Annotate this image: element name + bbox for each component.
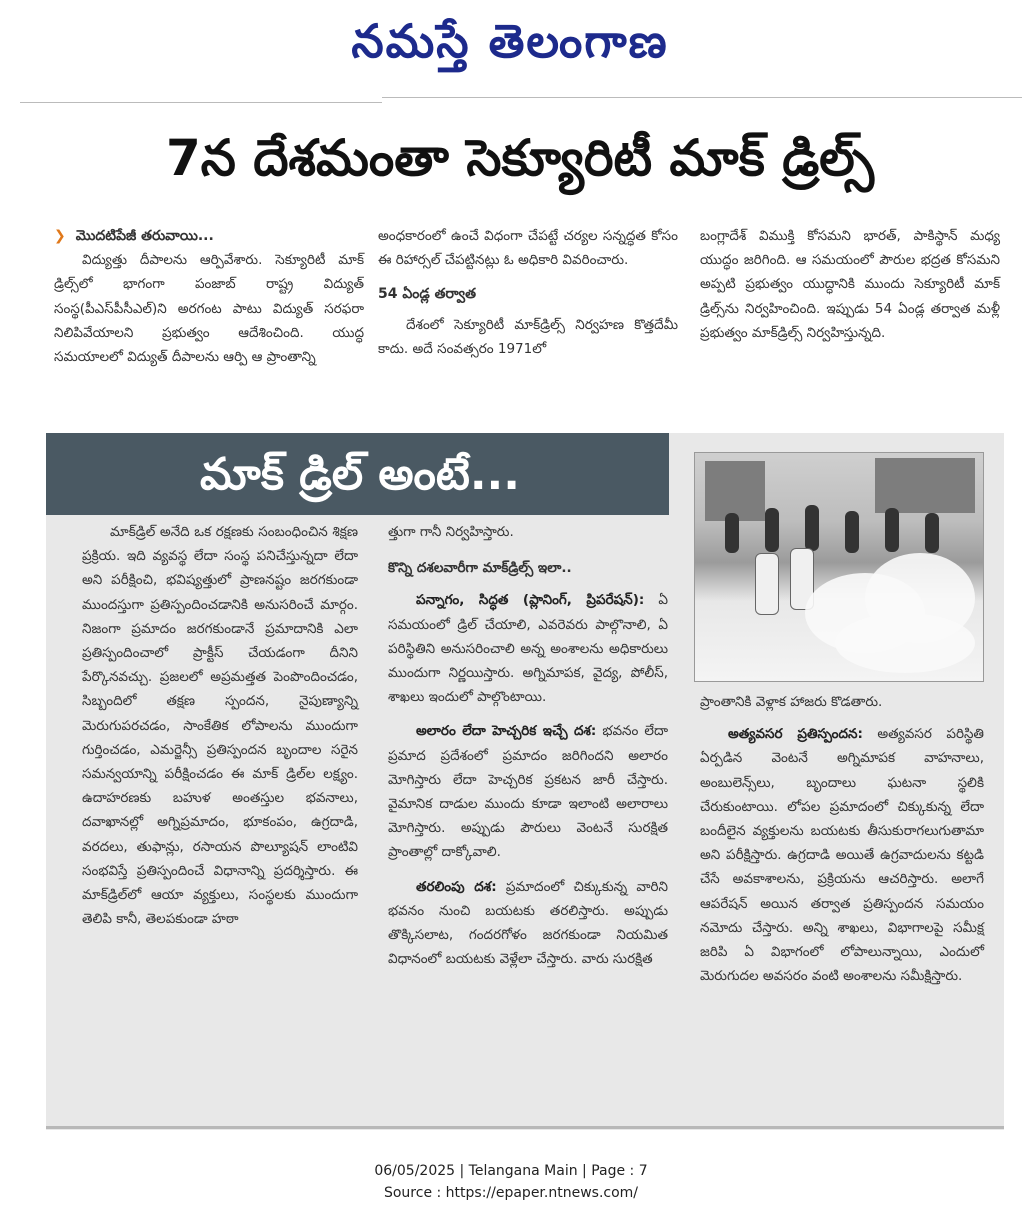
stage-label: తరలింపు దశ: [416,878,497,895]
info-box-column-1 [82,520,358,931]
article-paragraph: విద్యుత్తు దీపాలను ఆర్పివేశారు. సెక్యూరిటీ మాక్ డ్రిల్స్‌లో భాగంగా పంజాబ్ రాష్ట్ర విద్యుత్ సంస్థ(పీఎస్‌పీసీఎల్)ని అరగంట పాటు విద్యుత్ సరఫరా నిలిపివేయాలని ప్రభుత్వం ఆదేశించింది. యుద్ధ సమయాలలో విద్యుత్ దీపాలను ఆర్పి ఆ ప్రాంతాన్ని [54,252,364,366]
headline: 7న దేశమంతా సెక్యూరిటీ మాక్ డ్రిల్స్ [165,129,875,187]
article-column-1 [54,224,364,369]
article-paragraph: అంధకారంలో ఉంచే విధంగా చేపట్టే చర్యల సన్నద్ధత కోసం ఈ రిహార్సల్ చేపట్టినట్లు ఓ అధికారి వివరించారు. [378,228,678,269]
stage-evacuation [388,875,668,972]
stage-alarm [388,719,668,864]
stage-label: అలారం లేదా హెచ్చరిక ఇచ్చే దశ: [416,723,597,740]
info-box-column-2 [388,520,668,971]
masthead [0,0,1022,100]
info-box-title: మాక్ డ్రిల్ అంటే... [200,449,520,500]
info-paragraph: మాక్‌డ్రిల్ అనేది ఒక రక్షణకు సంబంధించిన శిక్షణ ప్రక్రియ. ఇది వ్యవస్థ లేదా సంస్థ పనిచేస్తున్నదా లేదా అని పరీక్షించి, భవిష్యత్తులో ప్రాణనష్టం జరగకుండా ముందస్తుగా ప్రతిస్పందించడానికి అనుసరించే మార్గం. నిజంగా ప్రమాదం జరగకుండానే ప్రమాదానికి ఎలా ప్రతిస్పందించాలో ప్రాక్టీస్ చేయడంగా దీనిని పేర్కొనవచ్చు. ప్రజలలో అప్రమత్తత పెంపొందించడం, సిబ్బందిలో తక్షణ స్పందన, నైపుణ్యాన్ని మెరుగుపరచడం, సాంకేతిక లోపాలను ముందుగా గుర్తించడం, ఎమర్జెన్సీ ప్రతిస్పందన బృందాల సరైన సమన్వయాన్ని పరీక్షించడం ఈ మాక్ డ్రిల్‌ల లక్ష్యం. ఉదాహరణకు బహుళ అంతస్తుల భవనాలు, దవాఖానల్లో అగ్నిప్రమాదం, భూకంపం, ఉగ్రదాడి, వరదలు, తుఫాన్లు, రసాయన పొల్యూషన్ లాంటివి సంభవిస్తే ప్రతిస్పందించే విధానాన్ని ప్రదర్శిస్తారు. ఈ మాక్‌డ్రిల్‌లో ఆయా వ్యక్తులు, సంస్థలకు ముందుగా తెలిపి కానీ, తెలపకుండా హఠా [82,524,358,928]
stage-label: పన్నాగం, సిద్ధత (ప్లానింగ్, ప్రిపరేషన్): [416,592,645,609]
article-column-2 [378,224,678,361]
masthead-rule-right [382,97,1022,98]
article-paragraph: దేశంలో సెక్యూరిటీ మాక్‌డ్రిల్స్ నిర్వహణ కొత్తదేమీ కాదు. అదే సంవత్సరం 1971లో [378,316,678,357]
mock-drill-photo [694,452,984,682]
newspaper-logo: నమస్తే తెలంగాణ [351,14,669,68]
info-box-bottom-rule [46,1126,1004,1129]
info-subhead: కొన్ని దశలవారీగా మాక్‌డ్రిల్స్ ఇలా.. [388,560,572,577]
stage-label: అత్యవసర ప్రతిస్పందన: [728,726,863,743]
stage-emergency-response [700,722,984,988]
info-box-column-3 [700,690,984,988]
stage-text: భవనం లేదా ప్రమాద ప్రదేశంలో ప్రమాదం జరిగిందని అలారం మోగిస్తారు లేదా హెచ్చరిక ప్రకటన జారీ చేస్తారు. వైమానిక దాడుల ముందు కూడా ఇలాంటి అలారాలు మోగిస్తారు. అప్పుడు పౌరులు వెంటనే సురక్షిత ప్రాంతాల్లో దాక్కోవాలి. [388,723,668,861]
kicker-text: మొదటిపేజీ తరువాయి... [75,228,214,244]
article-paragraph: బంగ్లాదేశ్ విముక్తి కోసమని భారత్, పాకిస్థాన్ మధ్య యుద్ధం జరిగింది. ఆ సమయంలో పౌరుల భద్రత కోసమని అప్పటి ప్రభుత్వం యుద్ధానికి ముందు సెక్యూరిటీ మాక్ డ్రిల్స్‌ను నిర్వహించింది. ఇప్పుడు 54 ఏండ్ల తర్వాత మళ్లీ ప్రభుత్వం మాక్‌డ్రిల్స్ నిర్వహిస్తున్నది. [700,228,1000,341]
footer [0,1160,1022,1204]
stage-planning [388,588,668,709]
info-paragraph: ప్రాంతానికి వెళ్లాక హాజరు కొడతారు. [700,694,883,710]
kicker [54,224,364,248]
article-subhead: 54 ఏండ్ల తర్వాత [378,286,476,303]
chevron-right-icon: ❯ [54,228,66,244]
stage-text: అత్యవసర పరిస్థితి ఏర్పడిన వెంటనే అగ్నిమాపక వాహనాలు, అంబులెన్స్‌లు, బృందాలు ఘటనా స్థలికి చేరుకుంటాయి. లోపల ప్రమాదంలో చిక్కుకున్న లేదా బందీలైన వ్యక్తులను బయటకు తీసుకురాగలుగుతామా అని పరీక్షిస్తారు. ఉగ్రదాడి అయితే ఉగ్రవాదులను కట్టడి చేసే అవకాశాలను, ప్రక్రియను ఆచరిస్తారు. అలాగే ఆపరేషన్ అయిన తర్వాత ప్రతిస్పందన సమయం నమోదు చేస్తారు. అన్ని శాఖలు, విభాగాలపై సమీక్ష జరిపి ఏ విభాగంలో లోపాలున్నాయి, ఎందులో మెరుగుదల అవసరం వంటి అంశాలను సమీక్షిస్తారు. [700,726,984,985]
stage-text: ఏ సమయంలో డ్రిల్ చేయాలి, ఎవరెవరు పాల్గొనాలి, ఏ పరిస్థితిని అనుసరించాలి అన్న అంశాలను అధికారులు ముందుగా నిర్ణయిస్తారు. అగ్నిమాపక, వైద్య, పోలీస్, శాఖలు ఇందులో పాల్గొంటాయి. [388,592,669,706]
masthead-rule-left [20,102,382,103]
footer-date-line: 06/05/2025 | Telangana Main | Page : 7 [374,1163,648,1179]
stage-text: ప్రమాదంలో చిక్కుకున్న వారిని భవనం నుంచి బయటకు తరలిస్తారు. అప్పుడు తొక్కిసలాట, గందరగోళం జరగకుండా నియమిత విధానంలో బయటకు వెళ్లేలా చేస్తారు. వారు సురక్షిత [388,878,668,968]
footer-source-line: Source : https://epaper.ntnews.com/ [383,1185,639,1201]
info-paragraph: త్తుగా గానీ నిర్వహిస్తారు. [388,524,514,540]
article-column-3 [700,224,1000,345]
